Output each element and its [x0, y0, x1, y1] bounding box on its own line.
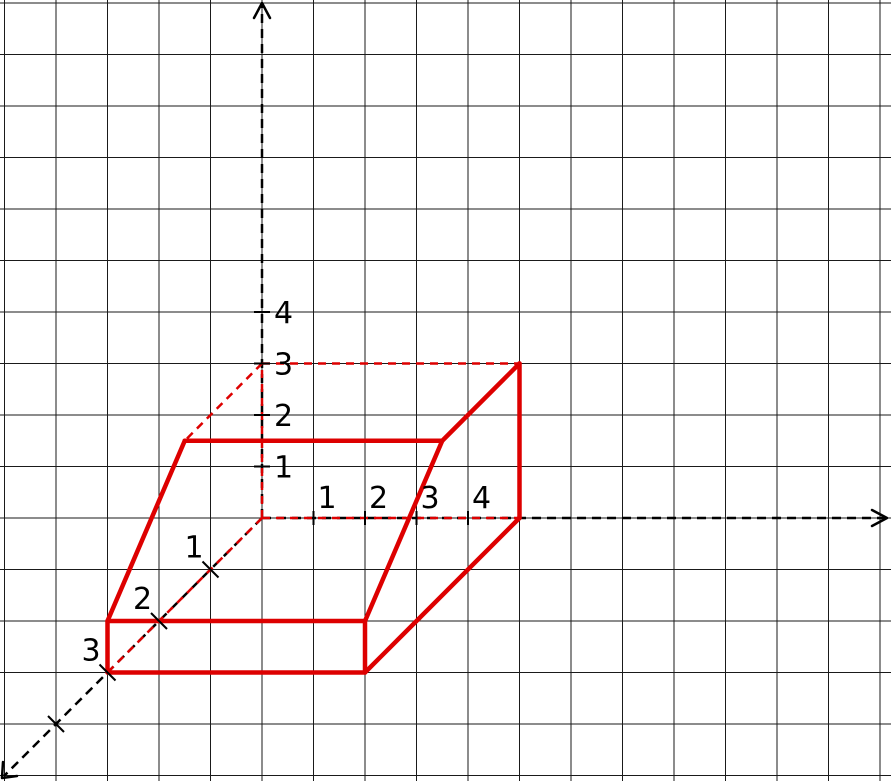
right-roof-slope-edge	[365, 441, 442, 621]
hidden-edge-left-gable	[185, 364, 262, 441]
coordinate-axes	[2, 3, 887, 778]
x-tick-label: 3	[420, 481, 440, 516]
y-tick-label: 4	[274, 296, 294, 331]
z-tick-label: 3	[81, 633, 101, 669]
x-tick-label: 1	[317, 481, 337, 516]
y-tick-label: 1	[274, 450, 294, 486]
z-tick-label: 1	[184, 530, 204, 566]
axis-ticks	[48, 296, 491, 732]
y-tick-label: 2	[274, 399, 294, 434]
x-tick-label: 2	[369, 481, 389, 516]
x-tick-label: 4	[472, 481, 492, 516]
right-bottom-edge	[365, 518, 520, 673]
right-gable-edge	[442, 364, 519, 441]
front-wall-outline	[108, 621, 366, 673]
y-tick-label: 3	[274, 347, 294, 383]
z-tick-label: 2	[133, 582, 153, 617]
